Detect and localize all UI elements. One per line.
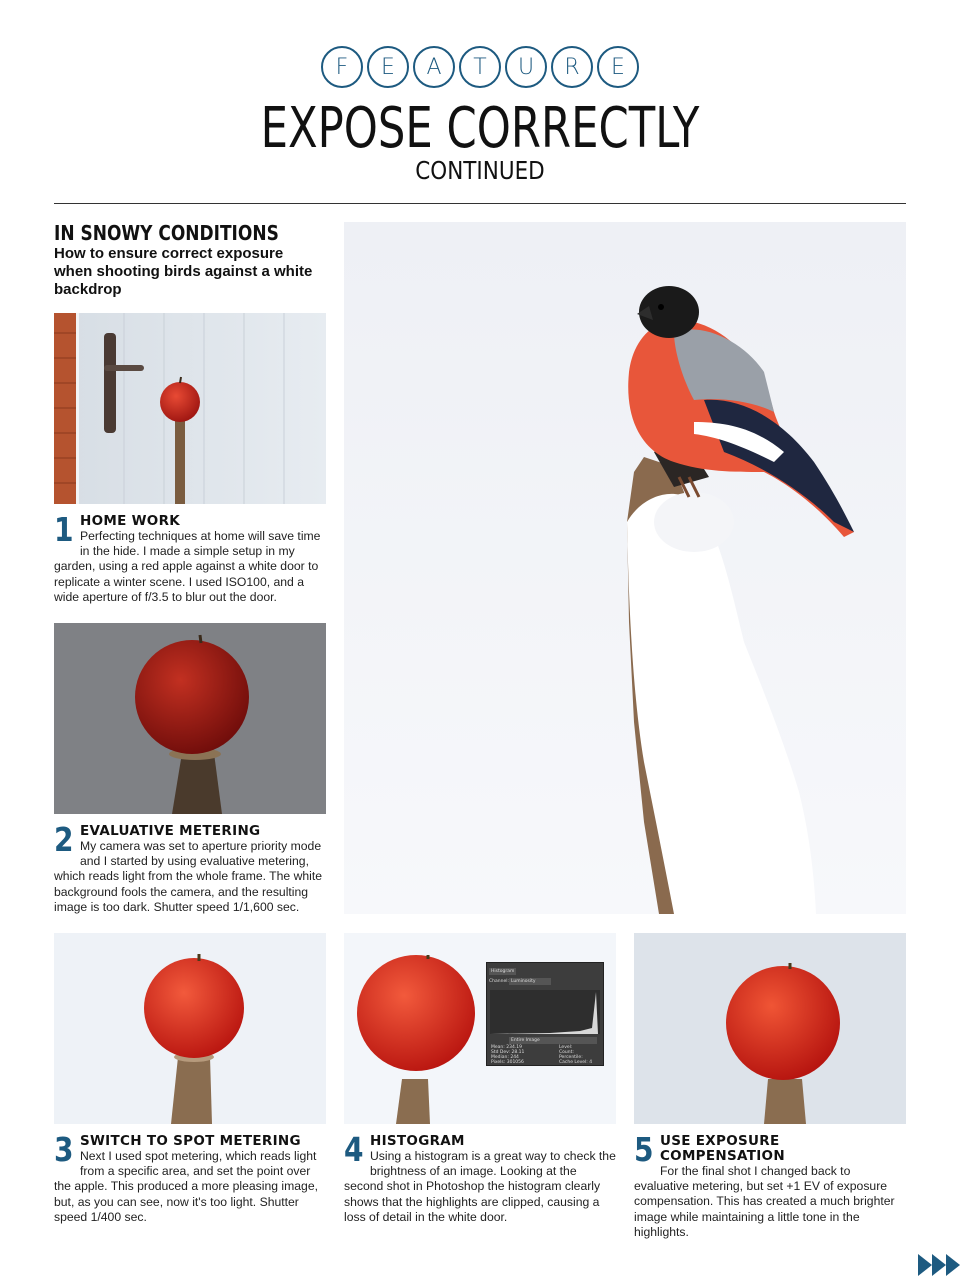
arrow-icon	[918, 1254, 932, 1276]
step-text: My camera was set to aperture priority mode and I started by using evaluative metering, which reads light from the whole frame. The white background fools the camera, and the resulting image is too dark. Shutter speed 1/1,600 sec.	[54, 839, 323, 914]
stat-label: Cache Level: 4	[559, 1060, 593, 1065]
stats-left	[491, 1045, 524, 1065]
step-title: EVALUATIVE METERING	[79, 823, 261, 839]
feature-letter: U	[505, 46, 547, 88]
stats-right	[559, 1045, 592, 1065]
stat-value: 234.19	[506, 1045, 522, 1050]
histogram-panel	[486, 962, 604, 1066]
step-text: Perfecting techniques at home will save time in the hide. I made a simple setup in my garden, using a red apple against a white door to replicate a winter scene. I used ISO100, and a wide aperture of f/3.5 to blur out the door.	[54, 529, 321, 604]
stat-value: 244	[510, 1055, 519, 1060]
step-number: 5	[634, 1130, 654, 1169]
stat-label: Percentile:	[559, 1055, 583, 1060]
feature-letter: E	[367, 46, 409, 88]
histogram-tab: Histogram	[491, 969, 515, 974]
feature-letter: F	[321, 46, 363, 88]
feature-letter: R	[551, 46, 593, 88]
stat-label: Pixels:	[491, 1060, 506, 1065]
page-subtitle: CONTINUED	[415, 156, 545, 185]
step-title: SWITCH TO SPOT METERING	[79, 1133, 301, 1149]
step-number: 1	[54, 510, 74, 549]
step-text: Next I used spot metering, which reads light from a specific area, and set the point over the apple. This produced a more pleasing image, but, as you can see, now it's too light. Shutter speed 1/400 sec.	[54, 1149, 319, 1224]
step-caption	[54, 1130, 326, 1225]
photo-spot-metering	[54, 933, 326, 1124]
step-number: 2	[54, 820, 74, 859]
feature-letter: A	[413, 46, 455, 88]
header-divider	[54, 203, 906, 204]
step-caption	[344, 1130, 616, 1225]
step-title: USE EXPOSURE COMPENSATION	[659, 1133, 785, 1164]
page-title: EXPOSE CORRECTLY	[260, 96, 700, 161]
arrow-icon	[932, 1254, 946, 1276]
stat-value: 301056	[506, 1060, 524, 1065]
continue-arrows-icon[interactable]	[918, 1254, 960, 1276]
feature-badge	[0, 46, 960, 88]
stat-label: Std Dev:	[491, 1050, 511, 1055]
section-subheading: How to ensure correct exposure when shooting birds against a white backdrop	[54, 245, 313, 298]
step-title: HOME WORK	[79, 513, 181, 529]
step-caption	[54, 510, 326, 605]
source-select: Entire Image	[509, 1037, 597, 1044]
channel-label: Channel:	[489, 979, 509, 984]
photo-home-setup	[54, 313, 326, 504]
feature-letter: T	[459, 46, 501, 88]
stat-label: Level:	[559, 1045, 573, 1050]
photo-histogram	[344, 933, 616, 1124]
stat-label: Mean:	[491, 1045, 505, 1050]
photo-exposure-compensation	[634, 933, 906, 1124]
step-text: Using a histogram is a great way to check the brightness of an image. Looking at the second shot in Photoshop the histogram clearly shows that the highlights are clipped, causing a loss of detail in the white door.	[344, 1149, 616, 1224]
step-caption	[54, 820, 326, 915]
stat-label: Count:	[559, 1050, 574, 1055]
photo-evaluative-metering	[54, 623, 326, 814]
section-heading: IN SNOWY CONDITIONS	[54, 221, 279, 245]
feature-letter: E	[597, 46, 639, 88]
step-text: For the final shot I changed back to evaluative metering, but set +1 EV of exposure compensation. This has created a much brighter image while maintaining a little tone in the highlights.	[634, 1164, 895, 1239]
histogram-graph	[490, 990, 600, 1034]
arrow-icon	[946, 1254, 960, 1276]
stat-value: 28.11	[511, 1050, 525, 1055]
stat-label: Median:	[491, 1055, 509, 1060]
step-number: 3	[54, 1130, 74, 1169]
photo-bullfinch-snow	[344, 222, 906, 914]
step-title: HISTOGRAM	[369, 1133, 465, 1149]
channel-select: Luminosity	[509, 978, 551, 985]
step-caption	[634, 1130, 906, 1240]
step-number: 4	[344, 1130, 364, 1169]
